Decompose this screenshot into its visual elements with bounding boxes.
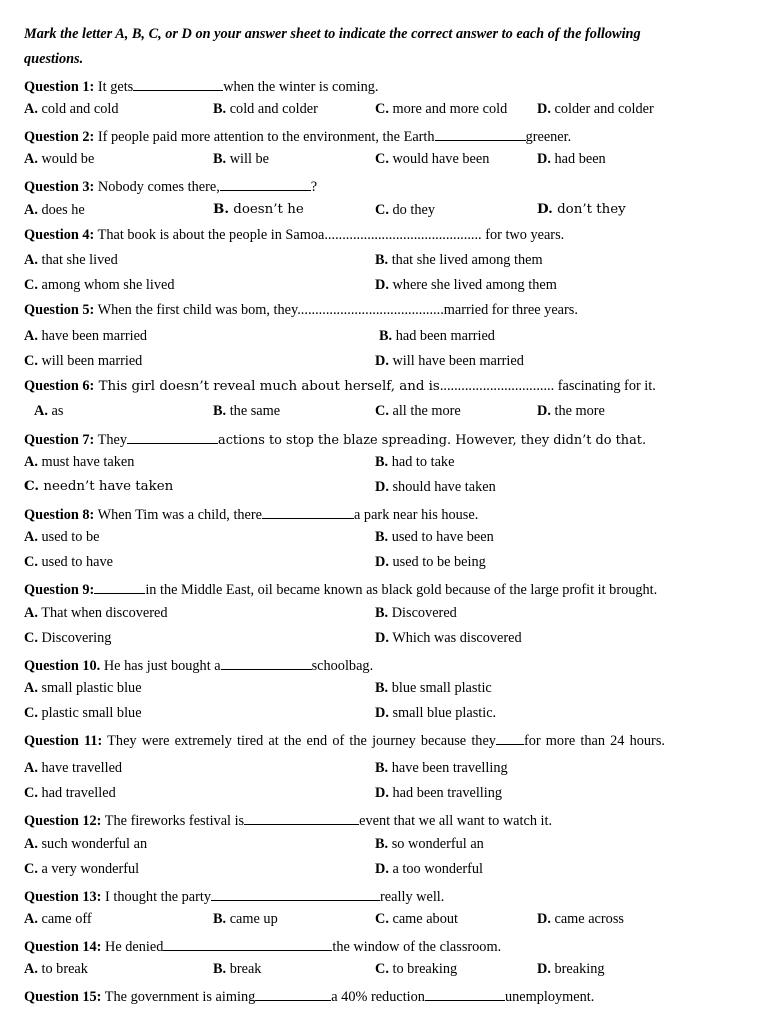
- question-stem: They: [94, 432, 128, 448]
- option-d[interactable]: D. had been travelling: [375, 785, 503, 801]
- instructions-line-2: questions.: [24, 51, 84, 67]
- question-2: [24, 127, 571, 144]
- option-c[interactable]: C. among whom she lived: [24, 277, 175, 293]
- instructions-line-1: Mark the letter A, B, C, or D on your answer sheet to indicate the correct answer to each of the following: [24, 26, 641, 42]
- option-c[interactable]: C. plastic small blue: [24, 705, 142, 721]
- question-stem-end: ?: [310, 179, 318, 195]
- question-stem-end: the window of the classroom.: [332, 939, 502, 955]
- answer-blank[interactable]: [133, 77, 223, 91]
- option-a[interactable]: A. to break: [24, 961, 88, 977]
- question-stem: This girl doesn’t reveal much about herself, and is: [94, 379, 440, 394]
- option-c[interactable]: C. do they: [375, 202, 435, 218]
- question-stem: It gets: [94, 79, 134, 95]
- question-stem: When the first child was bom, they: [94, 302, 298, 318]
- option-b[interactable]: B. had to take: [375, 454, 455, 470]
- option-a[interactable]: A. That when discovered: [24, 605, 168, 621]
- option-a[interactable]: A. used to be: [24, 529, 100, 545]
- option-c[interactable]: C. all the more: [375, 403, 461, 419]
- option-d[interactable]: D. the more: [537, 403, 605, 419]
- question-stem-end: schoolbag.: [311, 658, 374, 674]
- question-7: [24, 430, 646, 448]
- question-label: Question 11:: [24, 733, 103, 749]
- option-d[interactable]: D. don’t they: [537, 201, 626, 217]
- question-stem-middle: a 40% reduction: [331, 989, 425, 1005]
- option-c[interactable]: C. Discovering: [24, 630, 112, 646]
- option-a[interactable]: A. such wonderful an: [24, 836, 148, 852]
- question-5: [24, 303, 578, 317]
- option-d[interactable]: D. a too wonderful: [375, 861, 484, 877]
- answer-dots[interactable]: .........................................: [297, 302, 444, 318]
- question-label: Question 14:: [24, 939, 102, 955]
- question-label: Question 2:: [24, 129, 95, 145]
- question-label: Question 13:: [24, 889, 102, 905]
- answer-blank[interactable]: [244, 811, 359, 825]
- answer-dots[interactable]: ............................................: [324, 227, 482, 243]
- question-label: Question 5:: [24, 302, 95, 318]
- answer-blank[interactable]: [127, 430, 218, 444]
- question-stem: The fireworks festival is: [101, 813, 245, 829]
- option-d[interactable]: D. came across: [537, 911, 624, 927]
- question-stem-end: fascinating for it.: [554, 378, 656, 394]
- option-c[interactable]: C. more and more cold: [375, 101, 508, 117]
- question-stem-end: for two years.: [481, 227, 565, 243]
- option-a[interactable]: A. must have taken: [24, 454, 135, 470]
- question-stem-end: a park near his house.: [354, 507, 479, 523]
- question-stem: When Tim was a child, there: [94, 507, 263, 523]
- option-b[interactable]: B. break: [213, 961, 262, 977]
- question-label: Question 15:: [24, 989, 102, 1005]
- question-stem: That book is about the people in Samoa: [94, 227, 325, 243]
- option-c[interactable]: C. came about: [375, 911, 458, 927]
- question-1: [24, 77, 378, 94]
- option-a[interactable]: A. would be: [24, 151, 95, 167]
- option-a[interactable]: A. came off: [24, 911, 92, 927]
- question-15: [24, 987, 594, 1004]
- question-stem: I thought the party: [101, 889, 212, 905]
- option-d[interactable]: D. breaking: [537, 961, 605, 977]
- option-b[interactable]: B. so wonderful an: [375, 836, 484, 852]
- answer-blank[interactable]: [496, 731, 524, 745]
- question-3: [24, 177, 317, 194]
- option-a[interactable]: A. does he: [24, 202, 85, 218]
- question-9: [24, 580, 657, 597]
- question-label: Question 6:: [24, 378, 95, 394]
- option-b[interactable]: B. doesn’t he: [213, 201, 304, 217]
- question-stem: He has just bought a: [100, 658, 221, 674]
- option-a[interactable]: A. small plastic blue: [24, 680, 142, 696]
- option-b[interactable]: B. have been travelling: [375, 760, 508, 776]
- option-c[interactable]: C. a very wonderful: [24, 861, 140, 877]
- question-6: [24, 379, 656, 393]
- answer-blank[interactable]: [262, 505, 354, 519]
- question-label: Question 7:: [24, 432, 95, 448]
- option-c[interactable]: C. used to have: [24, 554, 113, 570]
- answer-blank[interactable]: [94, 580, 145, 594]
- question-label: Question 12:: [24, 813, 102, 829]
- option-c[interactable]: C. to breaking: [375, 961, 458, 977]
- option-b[interactable]: B. had been married: [379, 328, 495, 344]
- option-c[interactable]: C. had travelled: [24, 785, 116, 801]
- answer-blank[interactable]: [435, 127, 526, 141]
- option-d[interactable]: D. Which was discovered: [375, 630, 522, 646]
- option-d[interactable]: D. where she lived among them: [375, 277, 557, 293]
- question-label: Question 3:: [24, 179, 95, 195]
- question-stem: If people paid more attention to the environment, the Earth: [94, 129, 435, 145]
- option-a[interactable]: A. have travelled: [24, 760, 123, 776]
- question-stem-end: event that we all want to watch it.: [359, 813, 553, 829]
- question-stem: He denied: [101, 939, 164, 955]
- question-stem-end: greener.: [525, 129, 572, 145]
- option-d[interactable]: D. had been: [537, 151, 606, 167]
- option-d[interactable]: D. small blue plastic.: [375, 705, 497, 721]
- option-b[interactable]: B. Discovered: [375, 605, 457, 621]
- question-12: [24, 811, 552, 828]
- option-c[interactable]: C. would have been: [375, 151, 490, 167]
- option-b[interactable]: B. will be: [213, 151, 270, 167]
- option-d[interactable]: D. should have taken: [375, 479, 496, 495]
- question-stem-end: when the winter is coming.: [223, 79, 379, 95]
- question-8: [24, 505, 478, 522]
- option-d[interactable]: D. used to be being: [375, 554, 486, 570]
- question-label: Question 10.: [24, 658, 101, 674]
- option-a[interactable]: A. have been married: [24, 328, 148, 344]
- question-stem-end: really well.: [380, 889, 445, 905]
- answer-blank[interactable]: [255, 987, 331, 1001]
- option-b[interactable]: B. that she lived among them: [375, 252, 543, 268]
- option-b[interactable]: B. cold and colder: [213, 101, 318, 117]
- question-label: Question 9:: [24, 582, 95, 598]
- question-stem: The government is aiming: [101, 989, 256, 1005]
- option-b[interactable]: B. blue small plastic: [375, 680, 492, 696]
- option-b[interactable]: B. used to have been: [375, 529, 494, 545]
- option-a[interactable]: A. as: [34, 403, 64, 419]
- answer-blank[interactable]: [163, 937, 332, 951]
- question-stem-end: married for three years.: [443, 302, 578, 318]
- question-label: Question 1:: [24, 79, 95, 95]
- answer-blank[interactable]: [425, 987, 505, 1001]
- option-c[interactable]: C. needn’t have taken: [24, 478, 174, 494]
- option-a[interactable]: A. cold and cold: [24, 101, 119, 117]
- question-stem-end: actions to stop the blaze spreading. However, they didn’t do that.: [218, 433, 647, 448]
- question-11: [24, 731, 665, 748]
- option-d[interactable]: D. will have been married: [375, 353, 524, 369]
- question-stem-end: in the Middle East, oil became known as black gold because of the large profit it brought.: [145, 582, 658, 598]
- answer-blank[interactable]: [220, 177, 311, 191]
- question-10: [24, 656, 373, 673]
- question-label: Question 8:: [24, 507, 95, 523]
- option-a[interactable]: A. that she lived: [24, 252, 118, 268]
- option-b[interactable]: B. came up: [213, 911, 278, 927]
- question-label: Question 4:: [24, 227, 95, 243]
- question-stem-end: for more than 24 hours.: [523, 733, 665, 749]
- question-stem-end: unemployment.: [504, 989, 595, 1005]
- answer-blank[interactable]: [211, 887, 380, 901]
- question-4: [24, 228, 564, 242]
- option-c[interactable]: C. will been married: [24, 353, 143, 369]
- answer-blank[interactable]: [221, 656, 312, 670]
- question-14: [24, 937, 501, 954]
- answer-dots[interactable]: ................................: [439, 378, 555, 394]
- option-b[interactable]: B. the same: [213, 403, 281, 419]
- question-stem: They were extremely tired at the end of the journey because they: [102, 733, 496, 749]
- question-stem: Nobody comes there,: [94, 179, 220, 195]
- question-13: [24, 887, 444, 904]
- option-d[interactable]: D. colder and colder: [537, 101, 654, 117]
